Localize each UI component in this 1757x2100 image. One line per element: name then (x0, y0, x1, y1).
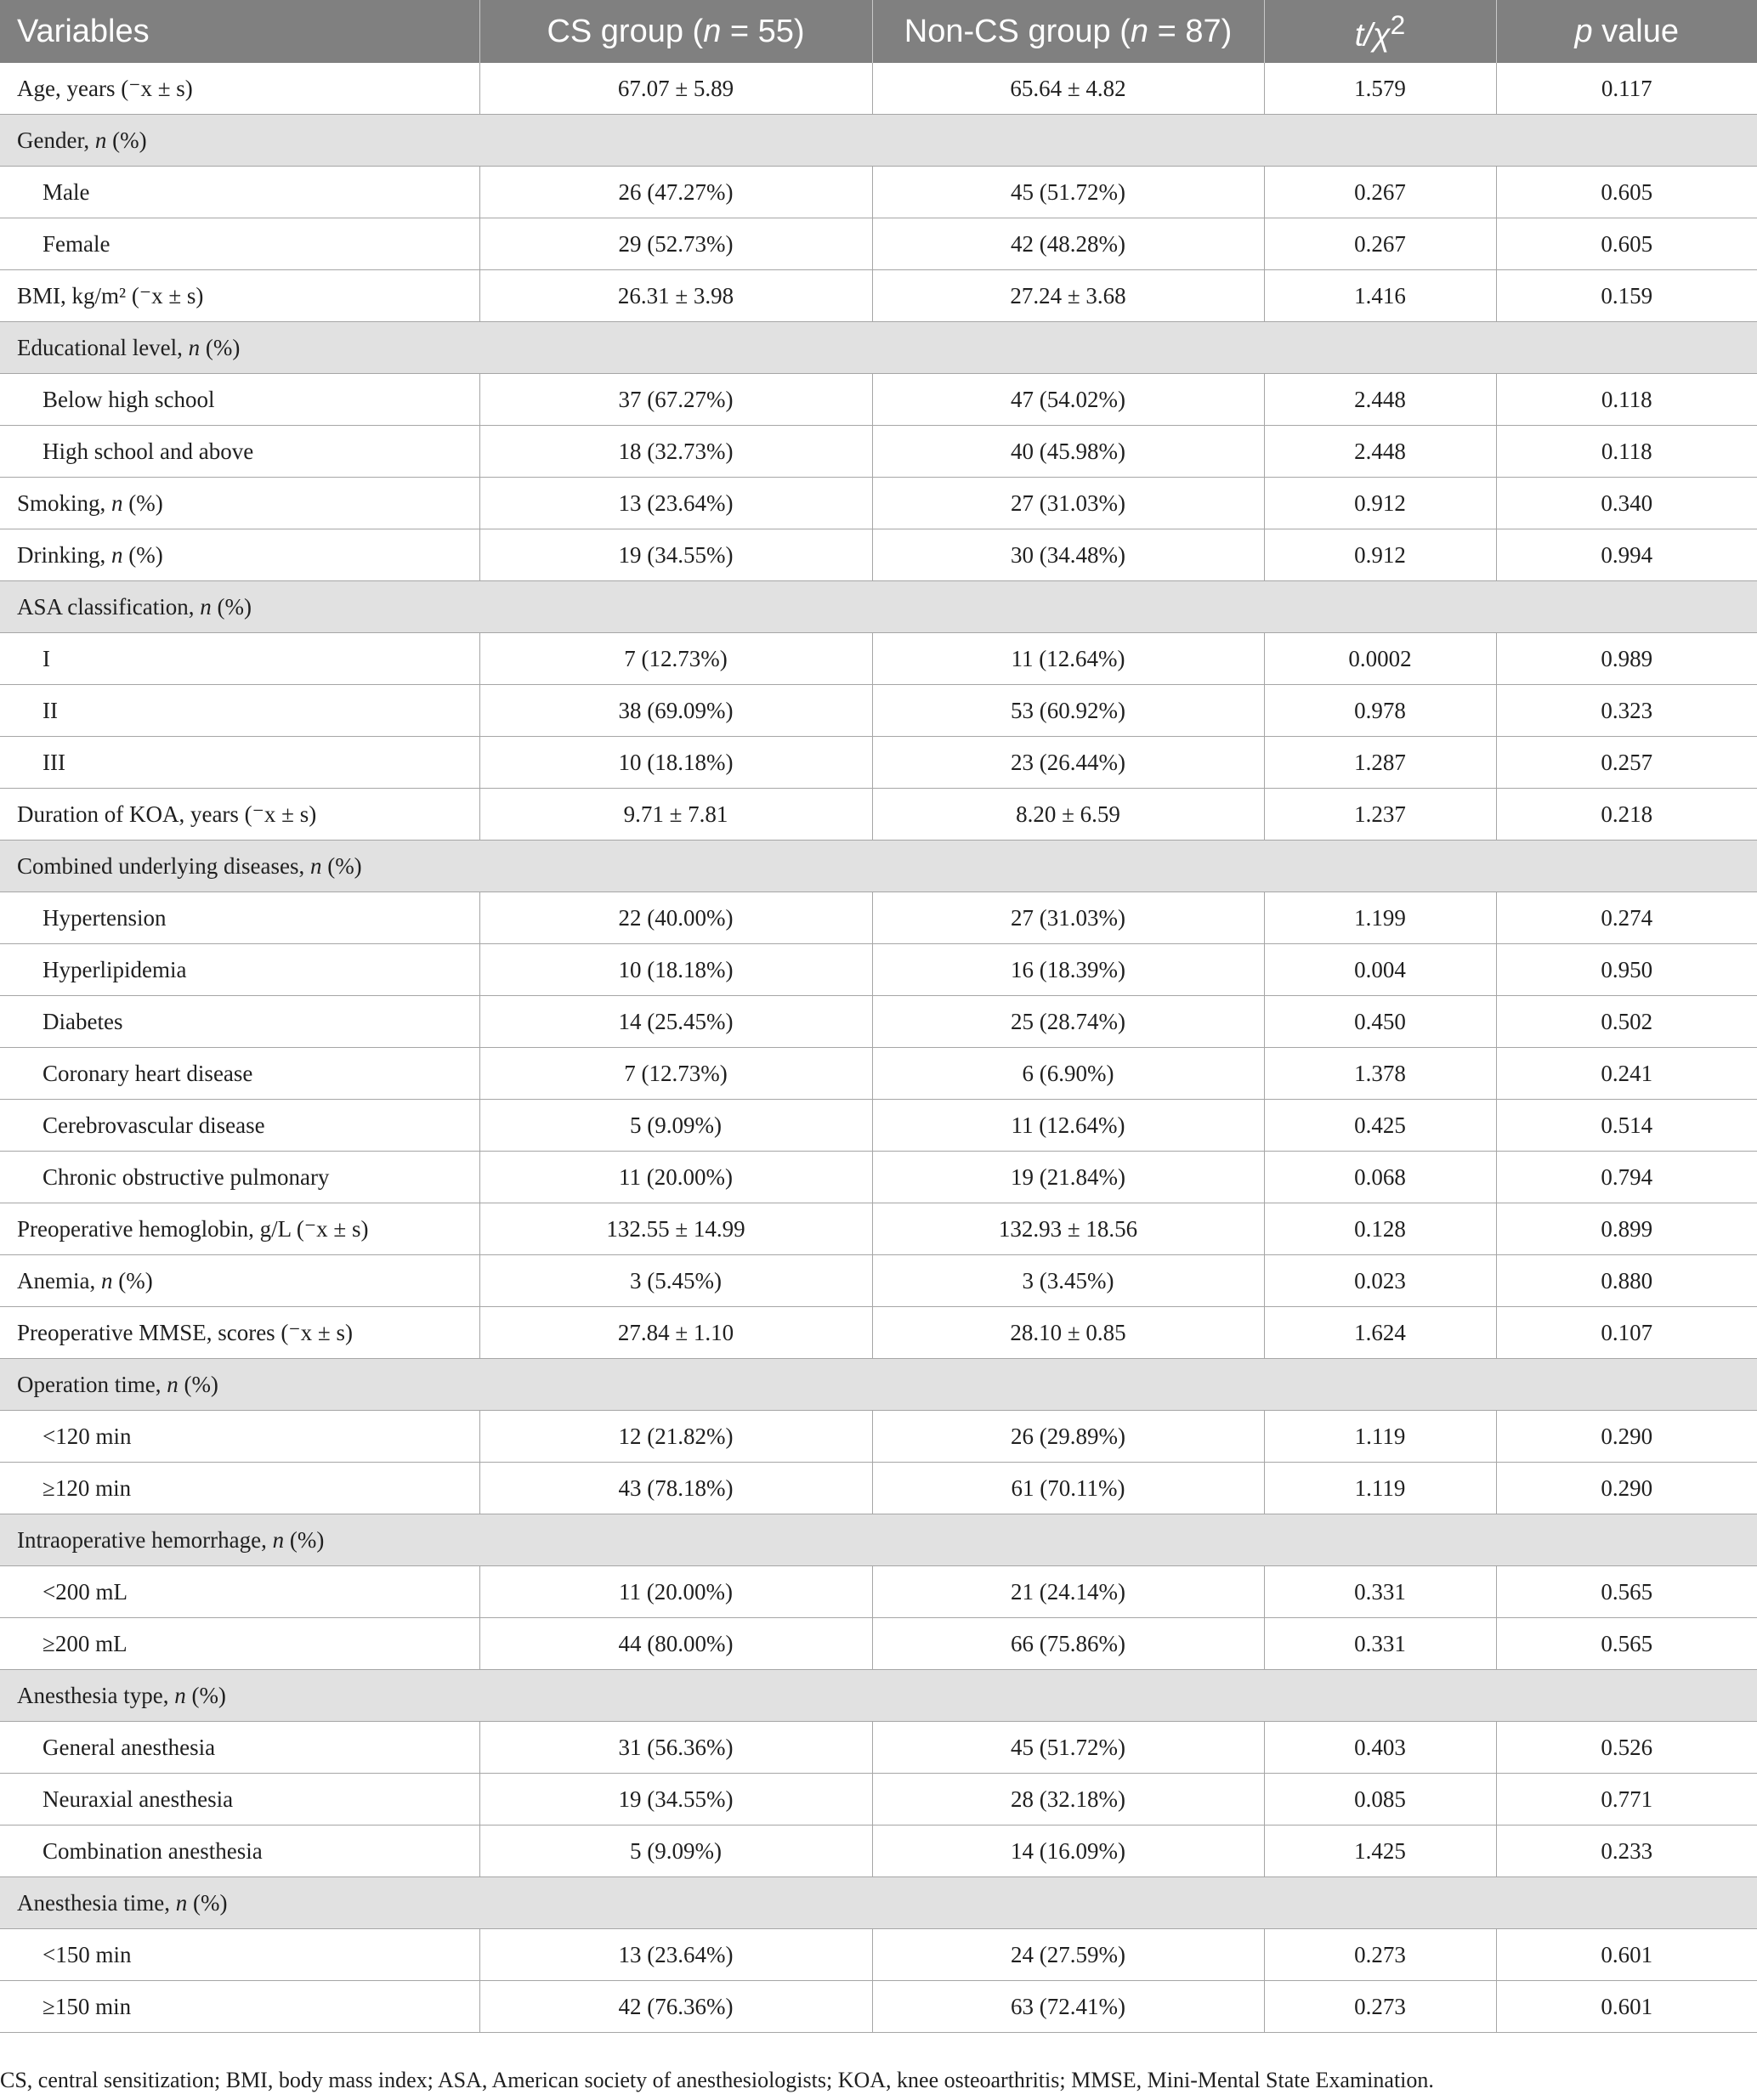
p-value: 0.107 (1496, 1307, 1757, 1359)
table-row (0, 789, 1757, 841)
p-value: 0.241 (1496, 1048, 1757, 1100)
cs-group-value: 18 (32.73%) (479, 426, 872, 478)
non-cs-group-value: 40 (45.98%) (872, 426, 1264, 478)
test-statistic-value: 0.023 (1264, 1255, 1496, 1307)
section-label: Anesthesia time, n (%) (0, 1877, 1757, 1929)
test-statistic-value: 0.004 (1264, 944, 1496, 996)
cs-group-value: 11 (20.00%) (479, 1566, 872, 1618)
variable-label: Age, years (⁻x ± s) (0, 63, 479, 115)
non-cs-group-value: 11 (12.64%) (872, 1100, 1264, 1152)
p-value: 0.502 (1496, 996, 1757, 1048)
non-cs-group-value: 53 (60.92%) (872, 685, 1264, 737)
non-cs-group-value: 23 (26.44%) (872, 737, 1264, 789)
table-row (0, 1048, 1757, 1100)
p-value: 0.218 (1496, 789, 1757, 841)
cs-group-value: 22 (40.00%) (479, 892, 872, 944)
non-cs-group-value: 63 (72.41%) (872, 1981, 1264, 2033)
test-statistic-value: 0.912 (1264, 478, 1496, 529)
table-row (0, 1307, 1757, 1359)
test-statistic-value: 0.450 (1264, 996, 1496, 1048)
variable-label: Chronic obstructive pulmonary (0, 1152, 479, 1203)
cs-group-value: 10 (18.18%) (479, 737, 872, 789)
non-cs-group-value: 25 (28.74%) (872, 996, 1264, 1048)
cs-group-value: 5 (9.09%) (479, 1100, 872, 1152)
header-non-cs-group: Non-CS group (n = 87) (872, 0, 1264, 63)
cs-group-value: 12 (21.82%) (479, 1411, 872, 1463)
cs-group-value: 13 (23.64%) (479, 478, 872, 529)
variable-label: High school and above (0, 426, 479, 478)
variable-label: Coronary heart disease (0, 1048, 479, 1100)
p-value: 0.794 (1496, 1152, 1757, 1203)
non-cs-group-value: 27 (31.03%) (872, 892, 1264, 944)
cs-group-value: 19 (34.55%) (479, 1774, 872, 1825)
test-statistic-value: 1.119 (1264, 1411, 1496, 1463)
cs-group-value: 9.71 ± 7.81 (479, 789, 872, 841)
cs-group-value: 42 (76.36%) (479, 1981, 872, 2033)
test-statistic-value: 1.579 (1264, 63, 1496, 115)
variable-label: Duration of KOA, years (⁻x ± s) (0, 789, 479, 841)
table-row (0, 478, 1757, 529)
p-value: 0.290 (1496, 1411, 1757, 1463)
test-statistic-value: 0.267 (1264, 167, 1496, 218)
test-statistic-value: 1.624 (1264, 1307, 1496, 1359)
cs-group-value: 67.07 ± 5.89 (479, 63, 872, 115)
non-cs-group-value: 8.20 ± 6.59 (872, 789, 1264, 841)
variable-label: Drinking, n (%) (0, 529, 479, 581)
test-statistic-value: 0.267 (1264, 218, 1496, 270)
section-label: Operation time, n (%) (0, 1359, 1757, 1411)
section-header-row (0, 322, 1757, 374)
test-statistic-value: 0.068 (1264, 1152, 1496, 1203)
header-cs-group: CS group (n = 55) (479, 0, 872, 63)
table-row (0, 63, 1757, 115)
p-value: 0.274 (1496, 892, 1757, 944)
cs-group-value: 10 (18.18%) (479, 944, 872, 996)
section-header-row (0, 1877, 1757, 1929)
p-value: 0.117 (1496, 63, 1757, 115)
test-statistic-value: 0.331 (1264, 1618, 1496, 1670)
non-cs-group-value: 6 (6.90%) (872, 1048, 1264, 1100)
cs-group-value: 19 (34.55%) (479, 529, 872, 581)
variable-label: <120 min (0, 1411, 479, 1463)
table-row (0, 426, 1757, 478)
test-statistic-value: 0.978 (1264, 685, 1496, 737)
cs-group-value: 43 (78.18%) (479, 1463, 872, 1514)
test-statistic-value: 1.425 (1264, 1825, 1496, 1877)
table-row (0, 1203, 1757, 1255)
test-statistic-value: 0.273 (1264, 1981, 1496, 2033)
p-value: 0.159 (1496, 270, 1757, 322)
variable-label: Preoperative hemoglobin, g/L (⁻x ± s) (0, 1203, 479, 1255)
cs-group-value: 7 (12.73%) (479, 633, 872, 685)
table-body (0, 63, 1757, 2033)
p-value: 0.880 (1496, 1255, 1757, 1307)
section-header-row (0, 841, 1757, 892)
variable-label: Male (0, 167, 479, 218)
p-value: 0.323 (1496, 685, 1757, 737)
variable-label: Anemia, n (%) (0, 1255, 479, 1307)
variable-label: ≥200 mL (0, 1618, 479, 1670)
p-value: 0.994 (1496, 529, 1757, 581)
test-statistic-value: 0.085 (1264, 1774, 1496, 1825)
test-statistic-value: 1.416 (1264, 270, 1496, 322)
test-statistic-value: 1.237 (1264, 789, 1496, 841)
non-cs-group-value: 27.24 ± 3.68 (872, 270, 1264, 322)
header-row (0, 0, 1757, 63)
section-header-row (0, 1359, 1757, 1411)
p-value: 0.514 (1496, 1100, 1757, 1152)
cs-group-value: 13 (23.64%) (479, 1929, 872, 1981)
table-row (0, 1100, 1757, 1152)
table-row (0, 1981, 1757, 2033)
variable-label: Diabetes (0, 996, 479, 1048)
non-cs-group-value: 30 (34.48%) (872, 529, 1264, 581)
p-value: 0.233 (1496, 1825, 1757, 1877)
p-value: 0.950 (1496, 944, 1757, 996)
p-value: 0.340 (1496, 478, 1757, 529)
table-row (0, 892, 1757, 944)
variable-label: <150 min (0, 1929, 479, 1981)
table-row (0, 1774, 1757, 1825)
test-statistic-value: 0.273 (1264, 1929, 1496, 1981)
cs-group-value: 5 (9.09%) (479, 1825, 872, 1877)
p-value: 0.565 (1496, 1618, 1757, 1670)
variable-label: Preoperative MMSE, scores (⁻x ± s) (0, 1307, 479, 1359)
non-cs-group-value: 42 (48.28%) (872, 218, 1264, 270)
variable-label: General anesthesia (0, 1722, 479, 1774)
variable-label: Below high school (0, 374, 479, 426)
table-row (0, 270, 1757, 322)
test-statistic-value: 0.425 (1264, 1100, 1496, 1152)
test-statistic-value: 1.378 (1264, 1048, 1496, 1100)
table-row (0, 1618, 1757, 1670)
non-cs-group-value: 11 (12.64%) (872, 633, 1264, 685)
table-row (0, 1463, 1757, 1514)
cs-group-value: 3 (5.45%) (479, 1255, 872, 1307)
non-cs-group-value: 61 (70.11%) (872, 1463, 1264, 1514)
test-statistic-value: 1.287 (1264, 737, 1496, 789)
p-value: 0.257 (1496, 737, 1757, 789)
header-variables: Variables (0, 0, 479, 63)
table-footnote: CS, central sensitization; BMI, body mass index; ASA, American society of anesthesiologists; KOA, knee osteoarthritis; MMSE, Mini-Mental State Examination. (0, 2068, 1434, 2092)
variable-label: II (0, 685, 479, 737)
header-p-value: p value (1496, 0, 1757, 63)
non-cs-group-value: 45 (51.72%) (872, 167, 1264, 218)
non-cs-group-value: 65.64 ± 4.82 (872, 63, 1264, 115)
variable-label: Hypertension (0, 892, 479, 944)
table-row (0, 1929, 1757, 1981)
table-row (0, 374, 1757, 426)
table-row (0, 1152, 1757, 1203)
p-value: 0.989 (1496, 633, 1757, 685)
table-header (0, 0, 1757, 63)
test-statistic-value: 2.448 (1264, 374, 1496, 426)
cs-group-value: 31 (56.36%) (479, 1722, 872, 1774)
non-cs-group-value: 28 (32.18%) (872, 1774, 1264, 1825)
non-cs-group-value: 28.10 ± 0.85 (872, 1307, 1264, 1359)
non-cs-group-value: 19 (21.84%) (872, 1152, 1264, 1203)
variable-label: Hyperlipidemia (0, 944, 479, 996)
variable-label: ≥120 min (0, 1463, 479, 1514)
table-row (0, 737, 1757, 789)
section-header-row (0, 1514, 1757, 1566)
table-row (0, 167, 1757, 218)
variable-label: Female (0, 218, 479, 270)
cs-group-value: 7 (12.73%) (479, 1048, 872, 1100)
test-statistic-value: 2.448 (1264, 426, 1496, 478)
variable-label: Combination anesthesia (0, 1825, 479, 1877)
section-header-row (0, 1670, 1757, 1722)
section-label: Gender, n (%) (0, 115, 1757, 167)
p-value: 0.605 (1496, 218, 1757, 270)
p-value: 0.771 (1496, 1774, 1757, 1825)
variable-label: ≥150 min (0, 1981, 479, 2033)
table-row (0, 1722, 1757, 1774)
section-header-row (0, 115, 1757, 167)
p-value: 0.118 (1496, 426, 1757, 478)
table-row (0, 996, 1757, 1048)
non-cs-group-value: 14 (16.09%) (872, 1825, 1264, 1877)
cs-group-value: 27.84 ± 1.10 (479, 1307, 872, 1359)
test-statistic-value: 0.128 (1264, 1203, 1496, 1255)
section-label: Intraoperative hemorrhage, n (%) (0, 1514, 1757, 1566)
variable-label: Smoking, n (%) (0, 478, 479, 529)
non-cs-group-value: 47 (54.02%) (872, 374, 1264, 426)
p-value: 0.526 (1496, 1722, 1757, 1774)
table-row (0, 1825, 1757, 1877)
cs-group-value: 11 (20.00%) (479, 1152, 872, 1203)
variable-label: Cerebrovascular disease (0, 1100, 479, 1152)
section-label: ASA classification, n (%) (0, 581, 1757, 633)
non-cs-group-value: 3 (3.45%) (872, 1255, 1264, 1307)
cs-group-value: 26 (47.27%) (479, 167, 872, 218)
variable-label: I (0, 633, 479, 685)
cs-group-value: 38 (69.09%) (479, 685, 872, 737)
non-cs-group-value: 21 (24.14%) (872, 1566, 1264, 1618)
non-cs-group-value: 132.93 ± 18.56 (872, 1203, 1264, 1255)
variable-label: III (0, 737, 479, 789)
table-row (0, 1255, 1757, 1307)
table-row (0, 1566, 1757, 1618)
table-row (0, 685, 1757, 737)
test-statistic-value: 0.403 (1264, 1722, 1496, 1774)
table-row (0, 944, 1757, 996)
test-statistic-value: 1.199 (1264, 892, 1496, 944)
table-row (0, 218, 1757, 270)
cs-group-value: 26.31 ± 3.98 (479, 270, 872, 322)
table-row (0, 529, 1757, 581)
header-test-statistic: $t/\chi^2$ (1264, 0, 1496, 63)
p-value: 0.601 (1496, 1981, 1757, 2033)
p-value: 0.899 (1496, 1203, 1757, 1255)
p-value: 0.565 (1496, 1566, 1757, 1618)
p-value: 0.605 (1496, 167, 1757, 218)
p-value: 0.290 (1496, 1463, 1757, 1514)
section-label: Educational level, n (%) (0, 322, 1757, 374)
test-statistic-value: 0.912 (1264, 529, 1496, 581)
non-cs-group-value: 26 (29.89%) (872, 1411, 1264, 1463)
cs-group-value: 44 (80.00%) (479, 1618, 872, 1670)
cs-group-value: 132.55 ± 14.99 (479, 1203, 872, 1255)
section-label: Combined underlying diseases, n (%) (0, 841, 1757, 892)
table-row (0, 1411, 1757, 1463)
cs-group-value: 37 (67.27%) (479, 374, 872, 426)
test-statistic-value: 0.331 (1264, 1566, 1496, 1618)
cs-group-value: 14 (25.45%) (479, 996, 872, 1048)
test-statistic-value: 0.0002 (1264, 633, 1496, 685)
non-cs-group-value: 27 (31.03%) (872, 478, 1264, 529)
p-value: 0.118 (1496, 374, 1757, 426)
cs-group-value: 29 (52.73%) (479, 218, 872, 270)
section-header-row (0, 581, 1757, 633)
table-row (0, 633, 1757, 685)
non-cs-group-value: 16 (18.39%) (872, 944, 1264, 996)
non-cs-group-value: 45 (51.72%) (872, 1722, 1264, 1774)
variable-label: BMI, kg/m² (⁻x ± s) (0, 270, 479, 322)
non-cs-group-value: 66 (75.86%) (872, 1618, 1264, 1670)
variable-label: <200 mL (0, 1566, 479, 1618)
section-label: Anesthesia type, n (%) (0, 1670, 1757, 1722)
variable-label: Neuraxial anesthesia (0, 1774, 479, 1825)
test-statistic-value: 1.119 (1264, 1463, 1496, 1514)
p-value: 0.601 (1496, 1929, 1757, 1981)
non-cs-group-value: 24 (27.59%) (872, 1929, 1264, 1981)
